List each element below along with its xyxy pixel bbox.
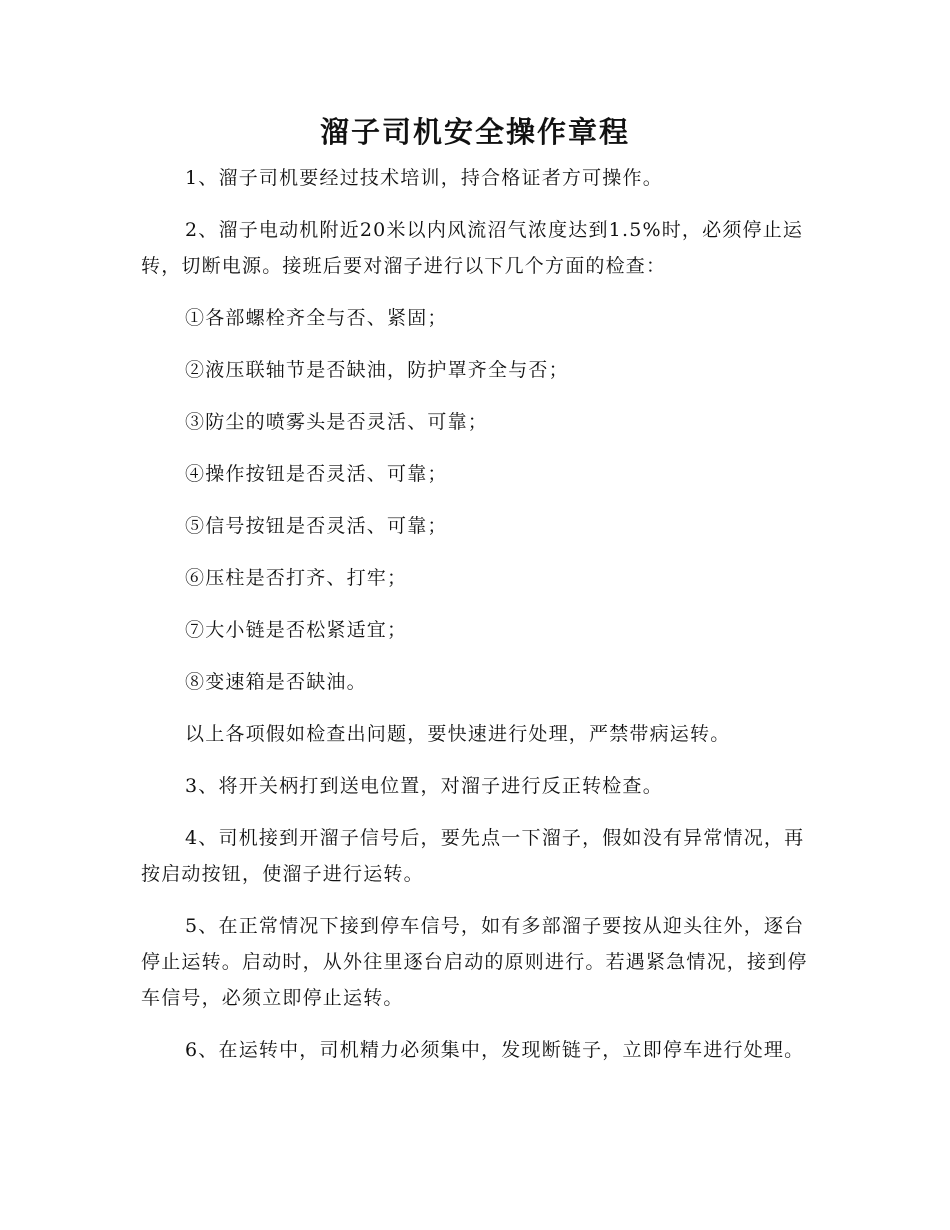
checklist-item-7: ⑦大小链是否松紧适宜； <box>185 619 408 641</box>
checklist-item-1: ①各部螺栓齐全与否、紧固； <box>185 307 448 329</box>
paragraph-6: 6、在运转中，司机精力必须集中，发现断链子，立即停车进行处理。 <box>185 1039 805 1061</box>
checklist-item-6: ⑥压柱是否打齐、打牢； <box>185 567 408 589</box>
paragraph-4: 4、司机接到开溜子信号后，要先点一下溜子，假如没有异常情况，再按启动按钮，使溜子进行运转。 <box>141 827 805 885</box>
checklist-item-8: ⑧变速箱是否缺油。 <box>185 671 367 693</box>
paragraph-1: 1、溜子司机要经过技术培训，持合格证者方可操作。 <box>185 167 663 189</box>
paragraph-5: 5、在正常情况下接到停车信号，如有多部溜子要按从迎头往外，逐台停止运转。启动时，从外往里逐台启动的原则进行。若遇紧急情况，接到停车信号，必须立即停止运转。 <box>141 915 808 1009</box>
document-body <box>141 160 809 1084</box>
checklist-item-5: ⑤信号按钮是否灵活、可靠； <box>185 515 448 537</box>
checklist-item-3: ③防尘的喷雾头是否灵活、可靠； <box>185 411 489 433</box>
document-title: 溜子司机安全操作章程 <box>319 115 630 149</box>
paragraph-3: 3、将开关柄打到送电位置，对溜子进行反正转检查。 <box>185 775 663 797</box>
checklist-item-2: ②液压联轴节是否缺油，防护罩齐全与否； <box>185 359 569 381</box>
paragraph-2: 2、溜子电动机附近20米以内风流沼气浓度达到1.5%时，必须停止运转，切断电源。接班后要对溜子进行以下几个方面的检查： <box>141 219 804 277</box>
checklist-item-4: ④操作按钮是否灵活、可靠； <box>185 463 448 485</box>
checklist-note: 以上各项假如检查出问题，要快速进行处理，严禁带病运转。 <box>185 723 731 745</box>
